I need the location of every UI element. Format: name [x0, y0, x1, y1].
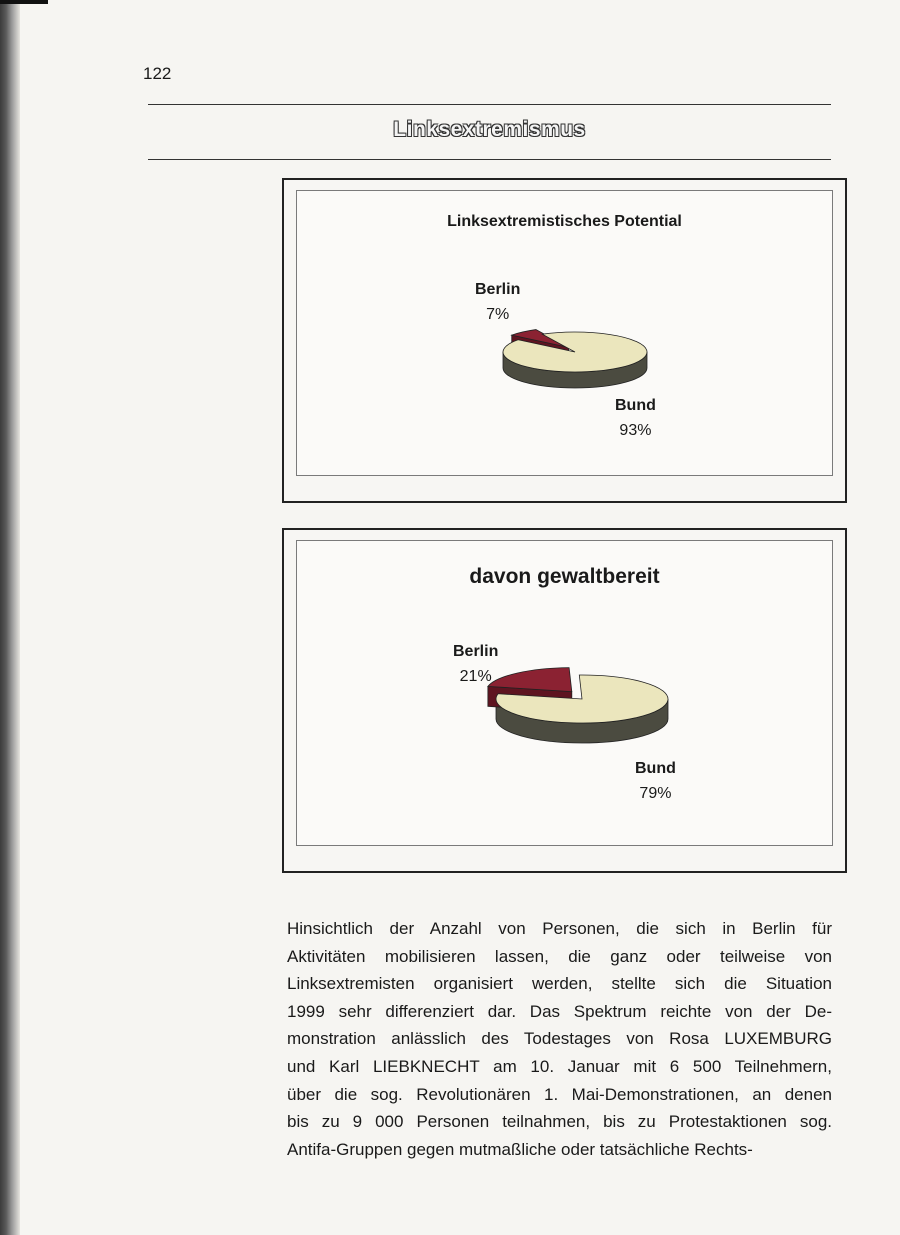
- chart-title: davon gewaltbereit: [469, 565, 660, 588]
- page-number: 122: [143, 64, 172, 83]
- body-line: Antifa-Gruppen gegen mutmaßliche oder tatsächliche Rechts-: [287, 1139, 753, 1159]
- body-line: über die sog. Revolutionären 1. Mai-Demonstrationen, an denen: [287, 1084, 832, 1104]
- body-line: monstration anlässlich des Todestages von Rosa LUXEMBURG: [287, 1029, 832, 1049]
- body-line: und Karl LIEBKNECHT am 10. Januar mit 6 500 Teilnehmern,: [287, 1056, 832, 1076]
- slice-percent: 21%: [459, 668, 492, 685]
- body-line: bis zu 9 000 Personen teilnahmen, bis zu Protestaktionen sog.: [287, 1112, 832, 1132]
- pie-chart: [472, 671, 672, 761]
- section-title: Linksextremismus: [393, 118, 586, 141]
- chart-plot-area: [296, 540, 833, 846]
- chart-title: Linksextremistisches Potential: [447, 213, 682, 230]
- body-paragraph: [287, 915, 832, 1163]
- slice-percent: 79%: [639, 785, 672, 802]
- slice-label-berlin: [475, 277, 520, 327]
- slice-name: Berlin: [475, 281, 521, 298]
- body-line: Aktivitäten mobilisieren lassen, die ganz oder teilweise von: [287, 946, 832, 966]
- binding-edge: [0, 0, 20, 1235]
- corner-mark: [0, 0, 48, 14]
- slice-name: Berlin: [453, 643, 499, 660]
- slice-label-bund: [635, 756, 676, 806]
- slice-label-bund: [615, 393, 656, 443]
- chart-plot-area: [296, 190, 833, 476]
- header-rule-bottom: [148, 159, 831, 160]
- body-line: Linksextremisten organisiert werden, stellte sich die Situation: [287, 974, 832, 994]
- slice-name: Bund: [635, 760, 676, 777]
- chart-frame-gewaltbereit: [282, 528, 847, 873]
- slice-name: Bund: [615, 397, 656, 414]
- slice-percent: 93%: [619, 422, 652, 439]
- chart-frame-potential: [282, 178, 847, 503]
- slice-percent: 7%: [486, 306, 510, 323]
- body-line: Hinsichtlich der Anzahl von Personen, die sich in Berlin für: [287, 919, 832, 938]
- header-rule-top: [148, 104, 831, 105]
- body-line: 1999 sehr differenziert dar. Das Spektrum reichte von der De-: [287, 1001, 832, 1021]
